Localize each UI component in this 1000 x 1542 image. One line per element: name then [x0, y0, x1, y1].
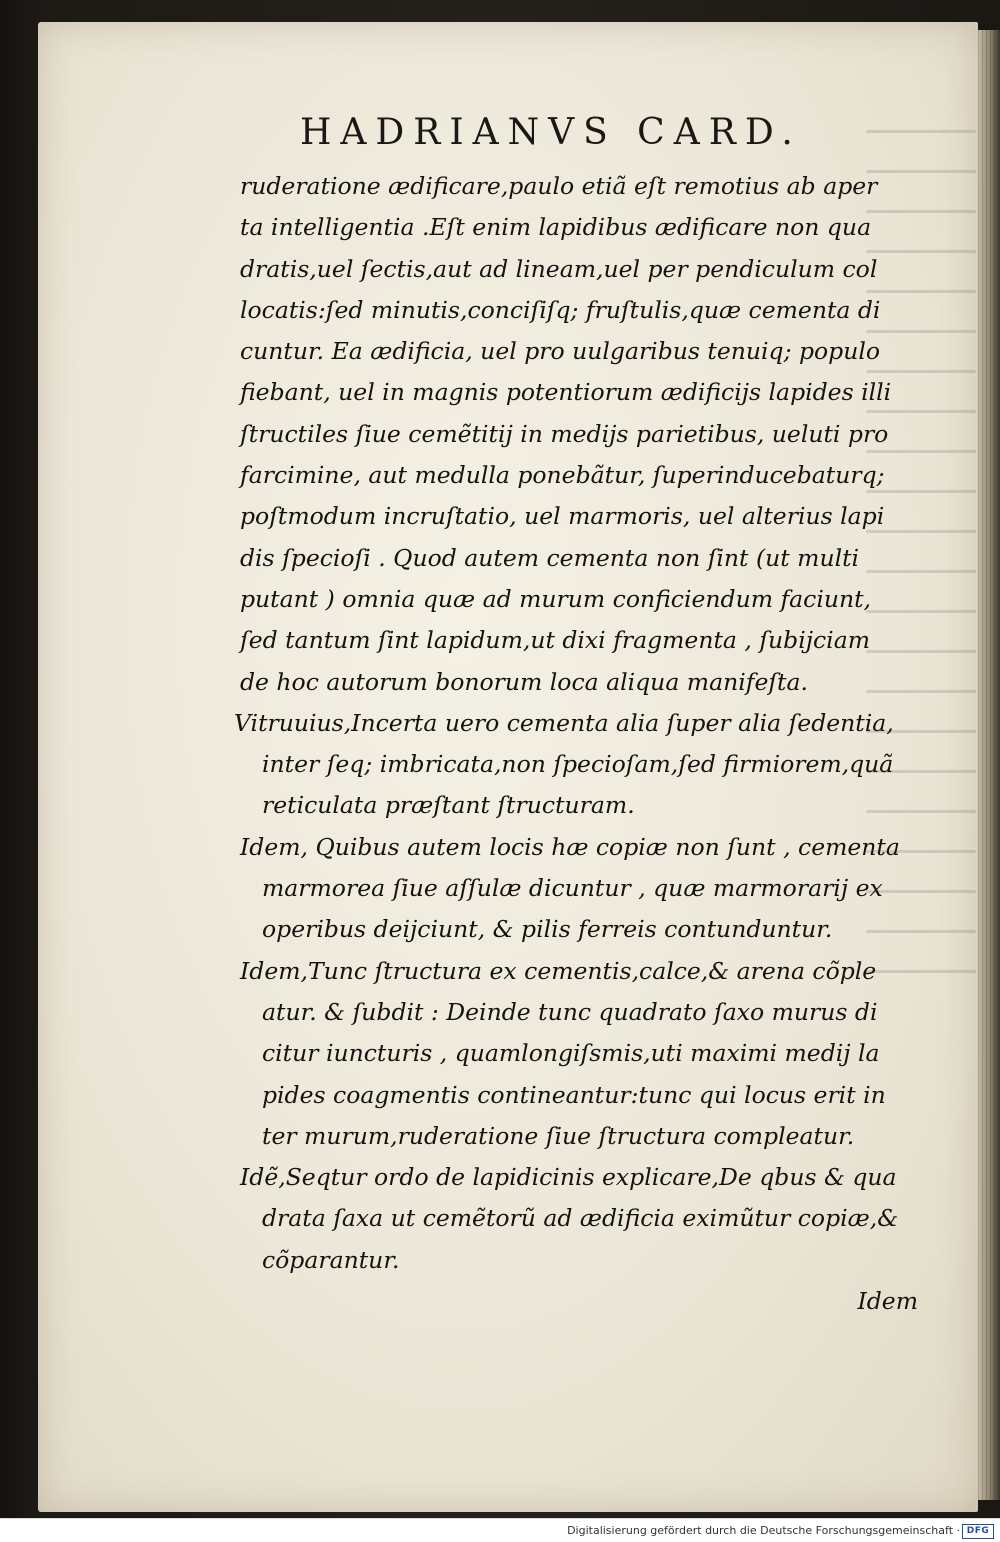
text-line-citation: Vitruuius,Incerta uero cementa alia ſuper alia ſedentia,	[234, 708, 894, 737]
running-head: HADRIANVS CARD.	[300, 112, 802, 153]
text-line: atur. & ſubdit : Deinde tunc quadrato ſaxo murus di	[262, 997, 878, 1026]
text-line: dratis,uel ſectis,aut ad lineam,uel per pendiculum col	[240, 254, 878, 283]
book-page-edge-lines	[978, 30, 998, 1500]
text-line: fiebant, uel in magnis potentiorum ædificijs lapides illi	[240, 378, 892, 407]
text-line: citur iuncturis , quamlongiſsmis,uti maximi medij la	[262, 1039, 880, 1068]
dfg-logo-icon: DFG	[962, 1524, 994, 1539]
text-line-citation: Idem,Tunc ſtructura ex cementis,calce,& arena cõple	[240, 956, 877, 985]
text-line: operibus deijciunt, & pilis ferreis contunduntur.	[262, 915, 833, 944]
text-line: ſed tantum ſint lapidum,ut dixi fragmenta , ſubijciam	[240, 626, 870, 655]
text-line: locatis:ſed minutis,conciſiſq; fruſtulis,quæ cementa di	[240, 295, 881, 324]
text-line: inter ſeq; imbricata,non ſpecioſam,ſed firmiorem,quã	[262, 750, 894, 779]
text-line: dis ſpecioſi . Quod autem cementa non ſint (ut multi	[240, 543, 860, 572]
text-line: putant ) omnia quæ ad murum conficiendum faciunt,	[240, 584, 872, 613]
text-line: de hoc autorum bonorum loca aliqua manifeſta.	[240, 667, 808, 696]
text-line: ruderatione ædificare,paulo etiã eſt remotius ab aper	[240, 172, 878, 200]
text-line: ſtructiles ſiue cemẽtitij in medijs parietibus, ueluti pro	[240, 419, 889, 448]
funding-credit: Digitalisierung gefördert durch die Deutsche Forschungsgemeinschaft ·	[567, 1524, 960, 1537]
text-line: reticulata præſtant ſtructuram.	[262, 791, 635, 820]
text-line: drata ſaxa ut cemẽtorũ ad ædificia eximũtur copiæ,&	[262, 1204, 899, 1233]
text-line: poſtmodum incruſtatio, uel marmoris, uel alterius lapi	[240, 502, 885, 531]
text-line: pides coagmentis contineantur:tunc qui locus erit in	[262, 1080, 886, 1109]
body-text	[234, 166, 940, 1322]
text-line-citation: Idẽ,Seqtur ordo de lapidicinis explicare,De qbus & qua	[240, 1163, 897, 1192]
text-line: cuntur. Ea ædificia, uel pro uulgaribus tenuiq; populo	[240, 337, 881, 366]
text-line: ta intelligentia .Eſt enim lapidibus ædificare non qua	[240, 213, 872, 242]
text-line: cõparantur.	[262, 1245, 400, 1274]
text-line: marmorea ſiue aſſulæ dicuntur , quæ marmorarij ex	[262, 874, 883, 903]
text-line: ter murum,ruderatione ſiue ſtructura compleatur.	[262, 1121, 855, 1150]
text-line: farcimine, aut medulla ponebãtur, ſuperinducebaturq;	[240, 461, 885, 490]
footer-bar	[0, 1518, 1000, 1542]
catchword: Idem	[857, 1287, 918, 1316]
text-line-citation: Idem, Quibus autem locis hæ copiæ non ſunt , cementa	[240, 832, 900, 861]
